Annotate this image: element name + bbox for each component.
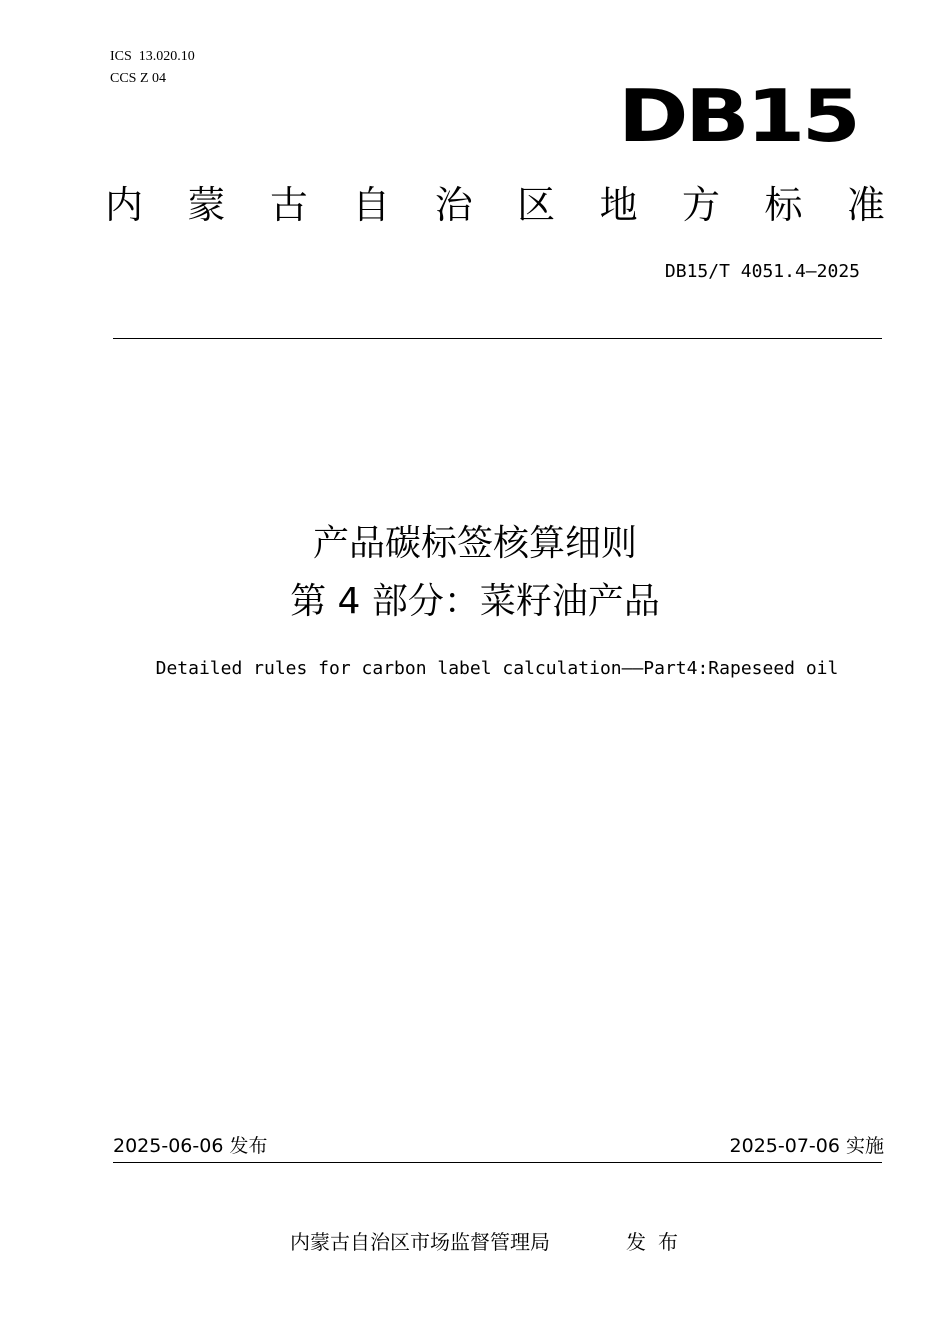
bottom-divider bbox=[113, 1162, 882, 1163]
db15-logo: DB15 bbox=[618, 74, 858, 158]
title-line-1: 产品碳标签核算细则 bbox=[312, 523, 637, 564]
standard-type-char: 蒙 bbox=[187, 183, 226, 227]
standard-type-char: 自 bbox=[352, 183, 391, 227]
standard-type-char: 区 bbox=[517, 183, 556, 227]
standard-type-char: 方 bbox=[682, 183, 721, 227]
english-title: Detailed rules for carbon label calculation——Part4:Rapeseed oil bbox=[155, 658, 839, 679]
standard-type-heading bbox=[100, 180, 890, 230]
ccs-code: CCS Z 04 bbox=[110, 71, 167, 86]
standard-number: DB15/T 4051.4—2025 bbox=[664, 261, 860, 282]
issuing-action: 发布 bbox=[626, 1230, 690, 1254]
standard-type-char: 古 bbox=[269, 183, 308, 227]
issuing-authority: 内蒙古自治区市场监督管理局 bbox=[290, 1230, 550, 1254]
top-divider bbox=[113, 338, 882, 339]
standard-type-char: 准 bbox=[846, 183, 885, 227]
issue-date: 2025-06-06 发布 bbox=[113, 1135, 268, 1157]
implementation-date: 2025-07-06 实施 bbox=[729, 1135, 884, 1157]
document-title bbox=[0, 515, 950, 631]
standard-type-char: 地 bbox=[599, 183, 638, 227]
title-line-2: 第 4 部分：菜籽油产品 bbox=[290, 581, 660, 622]
standard-type-char: 标 bbox=[764, 183, 803, 227]
classification-codes bbox=[110, 46, 195, 90]
ics-code: ICS 13.020.10 bbox=[110, 49, 195, 64]
standard-type-char: 内 bbox=[104, 183, 143, 227]
standard-type-char: 治 bbox=[434, 183, 473, 227]
